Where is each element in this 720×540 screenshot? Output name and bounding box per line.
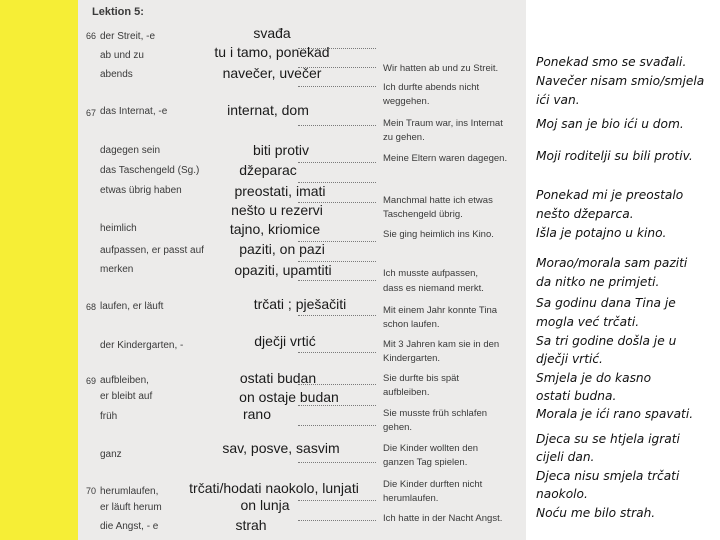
vocab-translation: dječji vrtić bbox=[254, 333, 316, 349]
sentence-translation: nešto džeparca. bbox=[536, 207, 634, 221]
example-sentence: gehen. bbox=[383, 422, 413, 433]
dotted-line bbox=[298, 125, 376, 126]
section-number: 67 bbox=[86, 108, 97, 118]
vocab-item: er bleibt auf bbox=[100, 391, 153, 402]
sentence-translation: ostati budna. bbox=[536, 389, 617, 403]
sentence-translation: Išla je potajno u kino. bbox=[536, 226, 667, 240]
sentence-translation: Sa godinu dana Tina je bbox=[536, 296, 676, 310]
vocab-translation: nešto u rezervi bbox=[231, 202, 323, 218]
example-sentence: Kindergarten. bbox=[383, 353, 441, 364]
example-sentence: herumlaufen. bbox=[383, 493, 439, 504]
example-sentence: Sie musste früh schlafen bbox=[383, 408, 488, 419]
vocab-translation: džeparac bbox=[239, 162, 297, 178]
example-sentence: weggehen. bbox=[383, 96, 430, 107]
sentence-translation: Djeca su se htjela igrati bbox=[536, 432, 680, 446]
vocab-translation: on lunja bbox=[240, 497, 290, 513]
sentence-translation: Ponekad smo se svađali. bbox=[536, 55, 687, 69]
section-number: 68 bbox=[86, 302, 97, 312]
vocab-item: das Taschengeld (Sg.) bbox=[100, 165, 200, 176]
section-number: 69 bbox=[86, 376, 97, 386]
vocab-item: früh bbox=[100, 411, 118, 422]
vocab-translation: sav, posve, sasvim bbox=[222, 440, 340, 456]
vocab-item: der Streit, -e bbox=[100, 31, 156, 42]
example-sentence: Mein Traum war, ins Internat bbox=[383, 118, 503, 129]
example-sentence: zu gehen. bbox=[383, 132, 425, 143]
yellow-margin-bar bbox=[0, 0, 78, 540]
vocab-translation: ostati budan bbox=[239, 370, 317, 386]
example-sentence: schon laufen. bbox=[383, 319, 440, 330]
sentence-translation: Moji roditelji su bili protiv. bbox=[536, 149, 693, 163]
sentence-translation: dječji vrtić. bbox=[536, 352, 603, 366]
sentence-translation: cijeli dan. bbox=[536, 450, 595, 464]
vocab-translation: tu i tamo, ponekad bbox=[214, 44, 330, 60]
example-sentence: Meine Eltern waren dagegen. bbox=[383, 153, 508, 164]
dotted-line bbox=[298, 280, 376, 281]
vocab-translation: svađa bbox=[253, 25, 291, 41]
example-sentence: Mit einem Jahr konnte Tina bbox=[383, 305, 498, 316]
sentence-translation: Morala je ići rano spavati. bbox=[536, 407, 694, 421]
vocab-item: merken bbox=[100, 264, 134, 275]
dotted-line bbox=[298, 86, 376, 87]
sentence-translation: da nitko ne primjeti. bbox=[536, 275, 660, 289]
lesson-title: Lektion 5: bbox=[92, 6, 144, 18]
example-sentence: Die Kinder wollten den bbox=[383, 443, 479, 454]
vocab-translation: on ostaje budan bbox=[239, 389, 339, 405]
sentence-translation: Sa tri godine došla je u bbox=[536, 334, 677, 348]
dotted-line bbox=[298, 162, 376, 163]
vocab-translation: tajno, kriomice bbox=[229, 221, 321, 237]
vocab-translation: strah bbox=[235, 517, 267, 533]
vocab-translation: navečer, uvečer bbox=[222, 65, 322, 81]
example-sentence: dass es niemand merkt. bbox=[383, 283, 484, 294]
example-sentence: Ich hatte in der Nacht Angst. bbox=[383, 513, 503, 524]
sentence-translation: mogla već trčati. bbox=[536, 315, 640, 329]
example-sentence: Wir hatten ab und zu Streit. bbox=[383, 63, 499, 74]
sentence-translation: Smjela je do kasno bbox=[536, 371, 652, 385]
example-sentence: aufbleiben. bbox=[383, 387, 430, 398]
section-number: 70 bbox=[86, 486, 97, 496]
dotted-line bbox=[298, 520, 376, 521]
dotted-line bbox=[298, 352, 376, 353]
example-sentence: Sie durfte bis spät bbox=[383, 373, 460, 384]
vocab-item: er läuft herum bbox=[100, 502, 162, 513]
vocab-translation: internat, dom bbox=[227, 102, 309, 118]
sentence-translation: Ponekad mi je preostalo bbox=[536, 188, 684, 202]
vocab-item: aufpassen, er passt auf bbox=[100, 245, 204, 256]
dotted-line bbox=[298, 425, 376, 426]
sentence-translation: Navečer nisam smio/smjela bbox=[536, 74, 705, 88]
vocab-translation: trčati/hodati naokolo, lunjati bbox=[189, 480, 359, 496]
vocab-translation: biti protiv bbox=[252, 142, 310, 158]
example-sentence: ganzen Tag spielen. bbox=[383, 457, 468, 468]
example-sentence: Sie ging heimlich ins Kino. bbox=[383, 229, 494, 240]
vocab-item: das Internat, -e bbox=[100, 106, 168, 117]
dotted-line bbox=[298, 462, 376, 463]
vocab-item: ab und zu bbox=[100, 50, 144, 61]
vocab-translation: trčati ; pješačiti bbox=[253, 296, 347, 312]
vocab-item: ganz bbox=[100, 449, 122, 460]
example-sentence: Mit 3 Jahren kam sie in den bbox=[383, 339, 500, 350]
vocab-translation: preostati, imati bbox=[234, 183, 326, 199]
sentence-translation: ići van. bbox=[536, 93, 580, 107]
section-number: 66 bbox=[86, 31, 97, 41]
vocab-item: etwas übrig haben bbox=[100, 185, 182, 196]
sentence-translation: Moj san je bio ići u dom. bbox=[536, 117, 684, 131]
sentence-translation: Noću me bilo strah. bbox=[536, 506, 656, 520]
sentence-translation: Morao/morala sam paziti bbox=[536, 256, 688, 270]
dotted-line bbox=[298, 500, 376, 501]
vocab-item: abends bbox=[100, 69, 133, 80]
example-sentence: Ich durfte abends nicht bbox=[383, 82, 480, 93]
vocab-item: herumlaufen, bbox=[100, 486, 159, 497]
example-sentence: Taschengeld übrig. bbox=[383, 209, 463, 220]
vocab-item: heimlich bbox=[100, 223, 137, 234]
vocab-translation: paziti, on pazi bbox=[239, 241, 325, 257]
vocab-translation: opaziti, upamtiti bbox=[234, 262, 332, 278]
vocab-translation: rano bbox=[242, 406, 272, 422]
vocab-item: laufen, er läuft bbox=[100, 301, 164, 312]
sentence-translation: naokolo. bbox=[536, 487, 588, 501]
example-sentence: Ich musste aufpassen, bbox=[383, 268, 479, 279]
vocab-item: aufbleiben, bbox=[100, 375, 149, 386]
sentence-translation: Djeca nisu smjela trčati bbox=[536, 469, 680, 483]
dotted-line bbox=[298, 315, 376, 316]
example-sentence: Manchmal hatte ich etwas bbox=[383, 195, 493, 206]
vocab-item: der Kindergarten, - bbox=[100, 340, 184, 351]
vocab-item: dagegen sein bbox=[100, 145, 161, 156]
vocab-item: die Angst, - e bbox=[100, 521, 159, 532]
example-sentence: Die Kinder durften nicht bbox=[383, 479, 483, 490]
